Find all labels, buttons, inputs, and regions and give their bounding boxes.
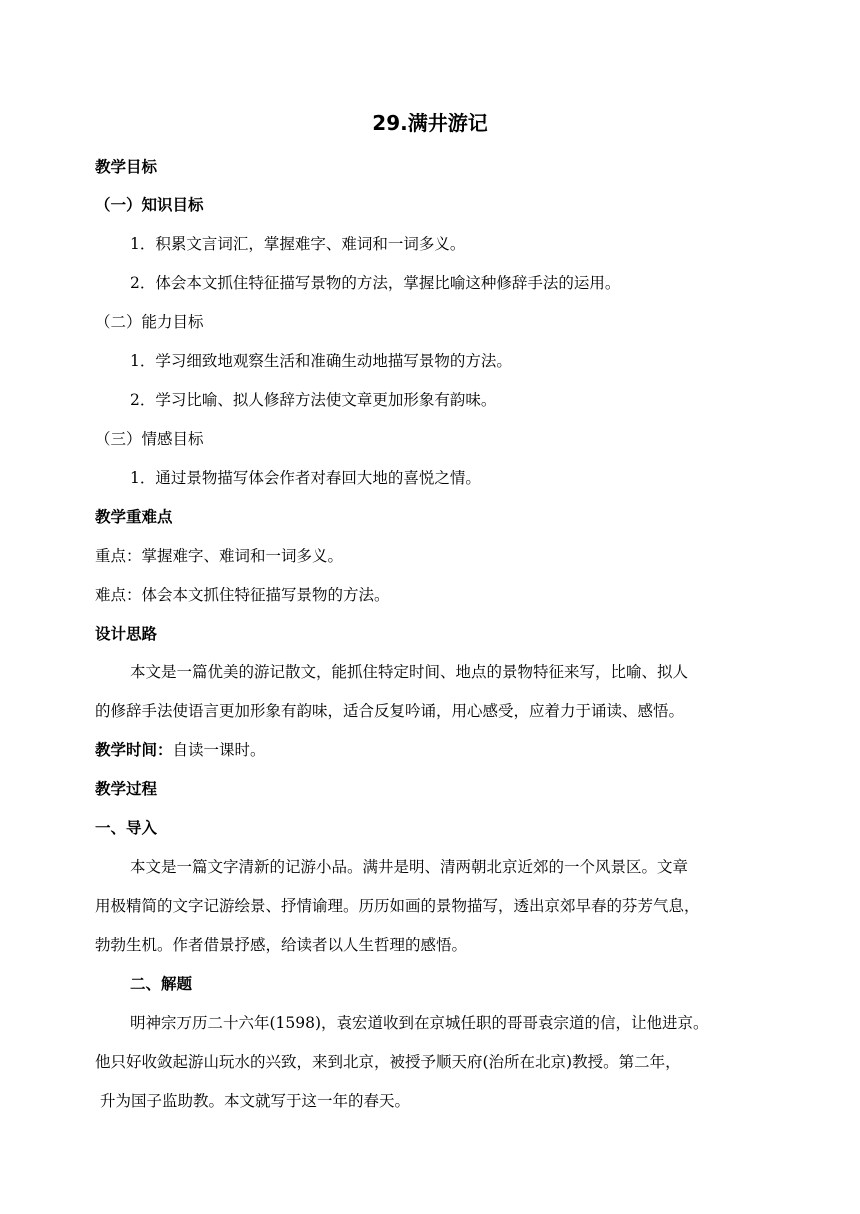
intro-line-1: 本文是一篇文字清新的记游小品。满井是明、清两朝北京近郊的一个风景区。文章 <box>130 858 689 876</box>
emotion-item-1: 1．通过景物描写体会作者对春回大地的喜悦之情。 <box>130 469 481 487</box>
document-title: 29.满井游记 <box>372 111 488 135</box>
goals-heading: 教学目标 <box>95 158 158 176</box>
ability-item-2: 2．学习比喻、拟人修辞方法使文章更加形象有韵味。 <box>130 391 497 409</box>
teaching-time <box>95 740 266 760</box>
teaching-time-label: 教学时间： <box>95 741 173 759</box>
explain-line-3: 升为国子监助教。本文就写于这一年的春天。 <box>100 1092 411 1110</box>
intro-line-3: 勃勃生机。作者借景抒感，给读者以人生哲理的感悟。 <box>95 936 468 954</box>
knowledge-heading: （一）知识目标 <box>95 196 204 214</box>
design-line-1: 本文是一篇优美的游记散文，能抓住特定时间、地点的景物特征来写，比喻、拟人 <box>130 663 689 681</box>
teaching-time-value: 自读一课时。 <box>172 741 266 759</box>
process-heading: 教学过程 <box>95 780 158 798</box>
difficult-point: 难点：体会本文抓住特征描写景物的方法。 <box>95 586 390 604</box>
intro-line-2: 用极精简的文字记游绘景、抒情谕理。历历如画的景物描写，透出京郊早春的芬芳气息， <box>95 897 700 915</box>
design-heading: 设计思路 <box>95 625 158 643</box>
key-point: 重点：掌握难字、难词和一词多义。 <box>95 547 344 565</box>
knowledge-item-1: 1．积累文言词汇，掌握难字、难词和一词多义。 <box>130 235 466 253</box>
explain-heading: 二、解题 <box>130 975 193 993</box>
explain-line-1: 明神宗万历二十六年(1598)，袁宏道收到在京城任职的哥哥袁宗道的信，让他进京。 <box>130 1014 709 1032</box>
design-line-2: 的修辞手法使语言更加形象有韵味，适合反复吟诵，用心感受，应着力于诵读、感悟。 <box>95 702 685 720</box>
ability-item-1: 1．学习细致地观察生活和准确生动地描写景物的方法。 <box>130 352 512 370</box>
explain-line-2: 他只好收敛起游山玩水的兴致，来到北京，被授予顺天府(治所在北京)教授。第二年， <box>95 1053 681 1071</box>
knowledge-item-2: 2．体会本文抓住特征描写景物的方法，掌握比喻这种修辞手法的运用。 <box>130 274 621 292</box>
key-difficulty-heading: 教学重难点 <box>95 508 173 526</box>
ability-heading: （二）能力目标 <box>95 313 204 331</box>
intro-heading: 一、导入 <box>95 819 158 837</box>
emotion-heading: （三）情感目标 <box>95 430 204 448</box>
